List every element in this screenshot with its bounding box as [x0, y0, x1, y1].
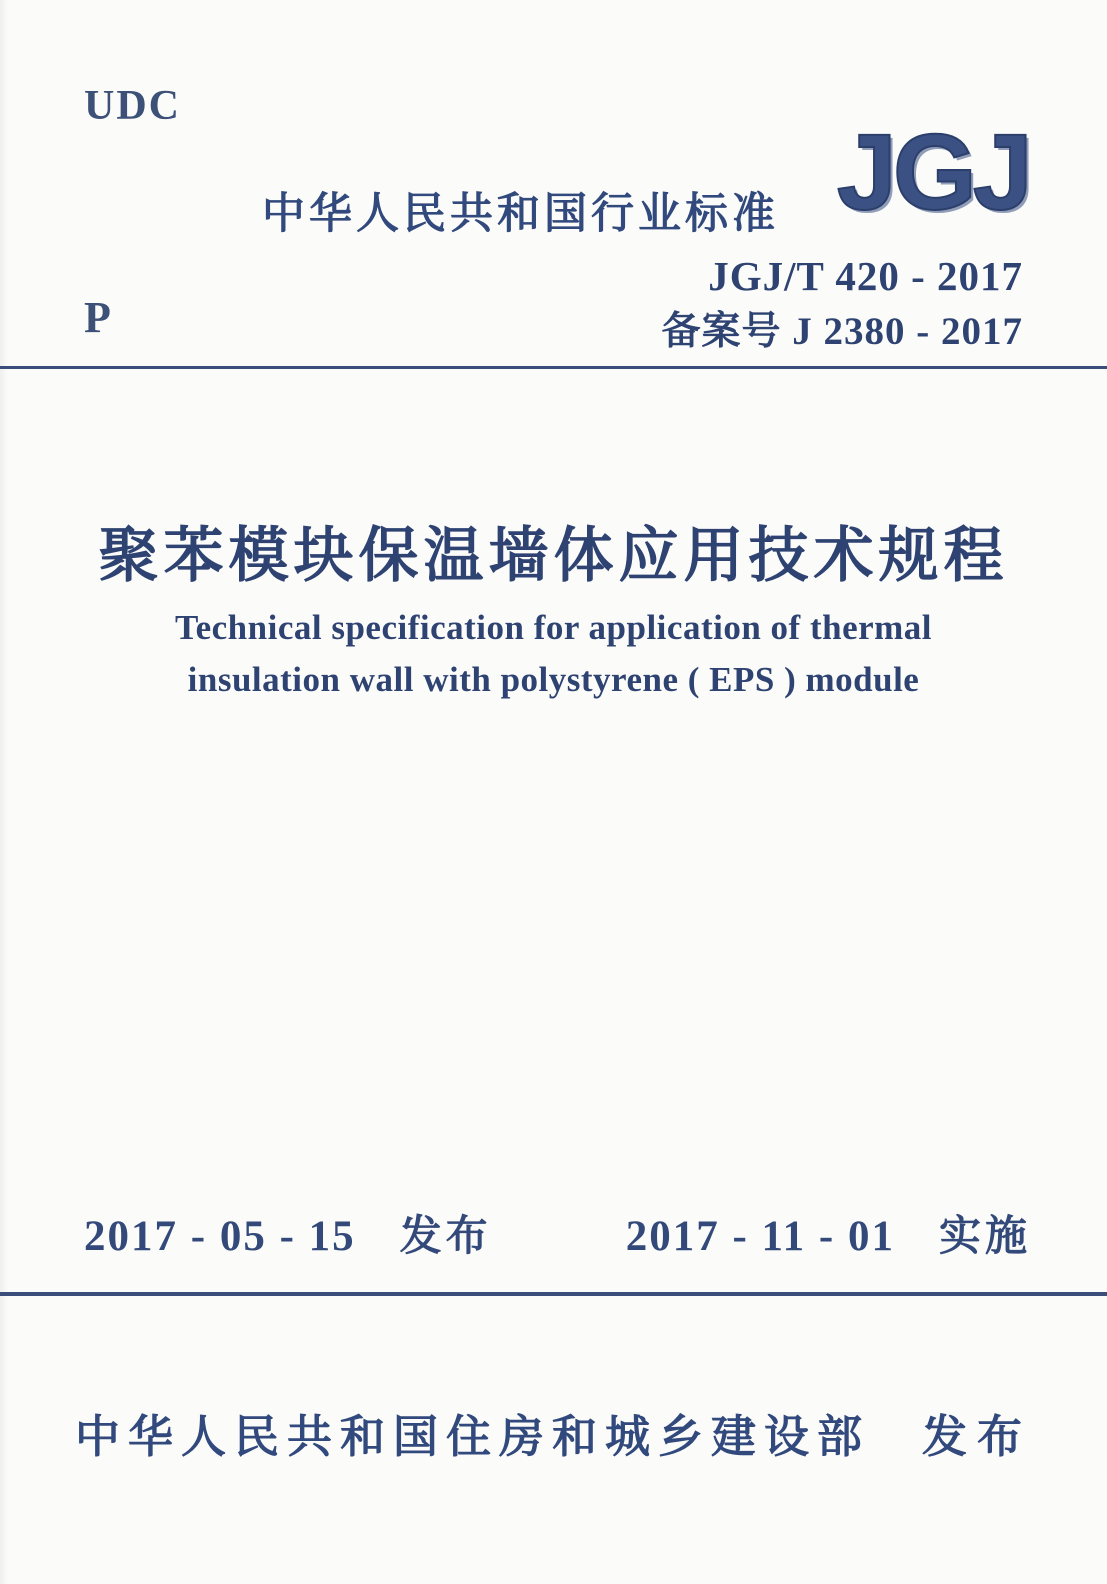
title-chinese: 聚苯模块保温墙体应用技术规程 — [98, 523, 1009, 589]
jgj-logo: JGJ — [836, 111, 1029, 232]
publisher-row — [0, 1400, 1107, 1465]
title-english-line1: Technical specification for application of thermal — [174, 608, 933, 647]
publisher-name: 中华人民共和国住房和城乡建设部 — [74, 1411, 870, 1462]
issue-date-value: 2017 - 05 - 15 — [84, 1213, 356, 1260]
issue-date-label: 发布 — [399, 1212, 492, 1259]
header-divider-rule — [0, 366, 1107, 369]
standard-number: JGJ/T 420 - 2017 — [708, 253, 1023, 299]
dates-row — [84, 1203, 1031, 1263]
classification-code: P — [84, 293, 111, 342]
implement-date-label: 实施 — [938, 1212, 1031, 1259]
standard-type-heading: 中华人民共和国行业标准 — [262, 190, 779, 238]
issue-date-item — [84, 1203, 492, 1263]
record-number: 备案号 J 2380 - 2017 — [661, 310, 1023, 353]
implement-date-value: 2017 - 11 - 01 — [625, 1213, 895, 1260]
udc-label: UDC — [84, 83, 181, 129]
implement-date-item — [626, 1203, 1031, 1263]
footer-divider-rule — [0, 1292, 1107, 1296]
publisher-issue-label: 发布 — [922, 1411, 1033, 1462]
title-english-line2: insulation wall with polystyrene ( EPS ) module — [187, 660, 920, 699]
